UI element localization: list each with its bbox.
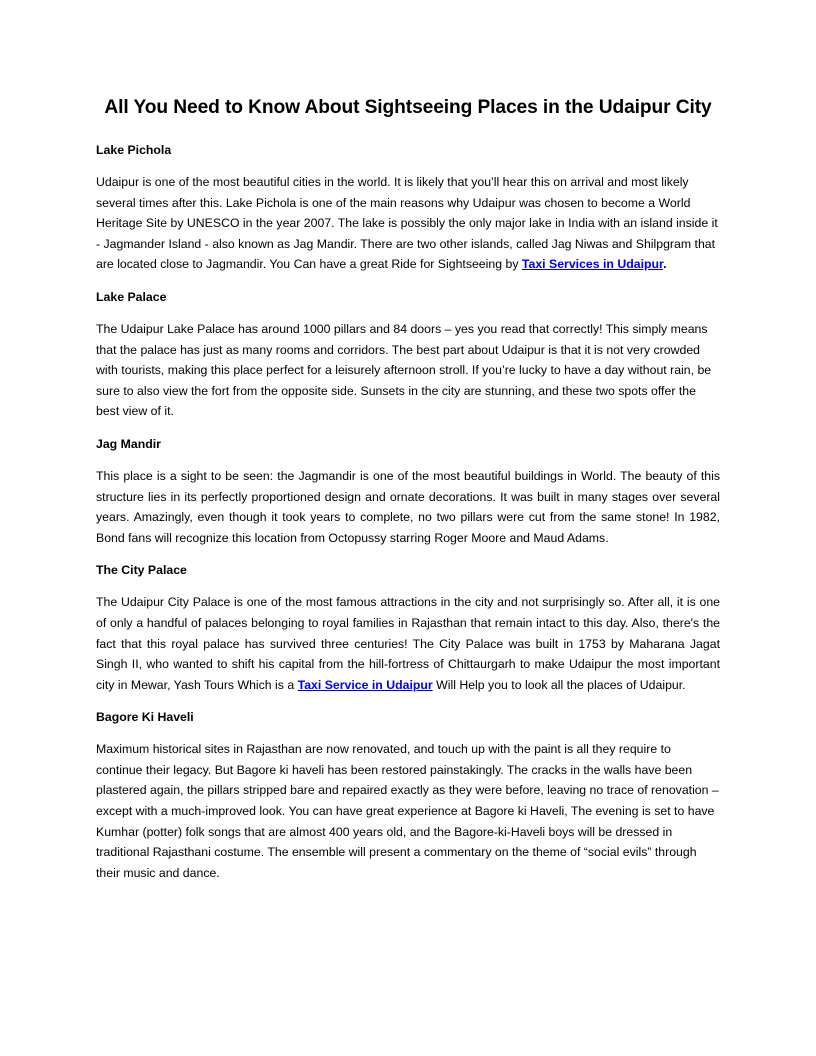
paragraph-text-end: Will Help you to look all the places of Udaipur. — [432, 677, 686, 692]
taxi-service-link[interactable]: Taxi Service in Udaipur — [297, 677, 433, 692]
section-bagore-ki-haveli — [96, 709, 720, 883]
section-jag-mandir — [96, 436, 720, 548]
paragraph-city-palace — [96, 592, 720, 695]
section-heading-jag-mandir: Jag Mandir — [96, 436, 161, 451]
paragraph-bagore-ki-haveli: Maximum historical sites in Rajasthan are now renovated, and touch up with the paint is all they require to continue their legacy. But Bagore ki haveli has been restored painstakingly. The cracks in the walls have been plastered again, the pillars stripped bare and repaired exactly as they were before, leaving no trace of renovation – except with a much-improved look. You can have great experience at Bagore ki Haveli, The evening is set to have Kumhar (potter) folk songs that are almost 400 years old, and the Bagore-ki-Haveli boys will be dressed in traditional Rajasthani costume. The ensemble will present a commentary on the theme of “social evils” through their music and dance. — [96, 742, 719, 880]
section-heading-lake-palace: Lake Palace — [96, 289, 167, 304]
section-heading-city-palace: The City Palace — [96, 563, 187, 578]
section-lake-pichola — [96, 142, 720, 275]
section-heading-lake-pichola: Lake Pichola — [96, 143, 172, 157]
paragraph-lake-palace: The Udaipur Lake Palace has around 1000 pillars and 84 doors – yes you read that correctly! This simply means that the palace has just as many rooms and corridors. The best part about Udaipur is that it is not very crowded with tourists, making this place perfect for a leisurely afternoon stroll. If you’re lucky to have a day without rain, be sure to also view the fort from the opposite side. Sunsets in the city are stunning, and these two spots offer the best view of it. — [96, 321, 712, 419]
section-heading-bagore-ki-haveli: Bagore Ki Haveli — [96, 710, 194, 725]
section-lake-palace — [96, 289, 720, 422]
page-title: All You Need to Know About Sightseeing Places in the Udaipur City — [104, 97, 712, 118]
paragraph-text-end: . — [663, 257, 667, 272]
section-city-palace — [96, 562, 720, 695]
paragraph-text: Udaipur is one of the most beautiful cities in the world. It is likely that you’ll hear this on arrival and most likely several times after this. Lake Pichola is one of the main reasons why Udaipur was chosen to become a World Heritage Site by UNESCO in the year 2007. The lake is possibly the only major lake in India with an island inside it - Jagmander Island - also known as Jag Mandir. There are two other islands, called Jag Niwas and Shilpgram that are located close to Jagmandir. You Can have a great Ride for Sightseeing by — [96, 175, 718, 272]
paragraph-jag-mandir: This place is a sight to be seen: the Jagmandir is one of the most beautiful buildings in World. The beauty of this structure lies in its perfectly proportioned design and ornate decorations. It was built in many stages over several years. Amazingly, even though it took years to complete, no two pillars were cut from the same stone! In 1982, Bond fans will recognize this location from Octopussy starring Roger Moore and Maud Adams. — [96, 468, 720, 545]
document-page — [96, 96, 720, 897]
taxi-services-link[interactable]: Taxi Services in Udaipur — [521, 257, 664, 272]
paragraph-lake-pichola — [96, 172, 720, 275]
paragraph-text: The Udaipur City Palace is one of the most famous attractions in the city and not surprisingly so. After all, it is one of only a handful of palaces belonging to royal families in Rajasthan that remain intact to this day. Also, there's the fact that this royal palace has survived three centuries! The City Palace was built in 1753 by Maharana Jagat Singh II, who wanted to shift his capital from the hill-fortress of Chittaurgarh to make Udaipur the most important city in Mewar, Yash Tours Which is a — [96, 595, 720, 692]
